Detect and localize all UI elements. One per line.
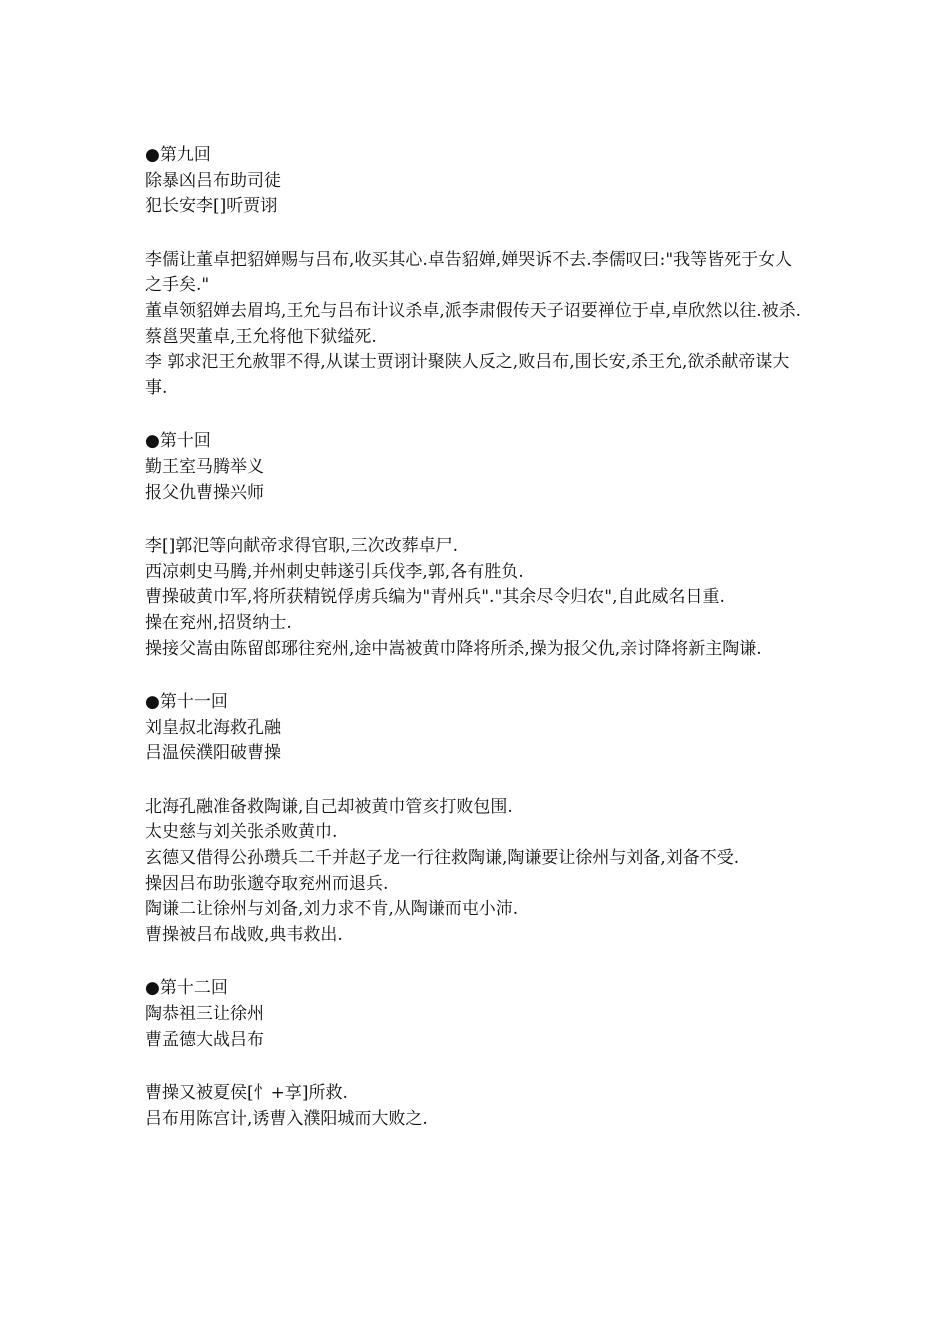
paragraph: 太史慈与刘关张杀败黄巾.: [145, 822, 338, 843]
spacer: [145, 1053, 805, 1081]
spacer: [145, 401, 805, 429]
paragraph: 北海孔融准备救陶谦,自己却被黄巾管亥打败包围.: [145, 796, 513, 817]
chapter-title-line-1: 勤王室马腾举义: [145, 456, 264, 477]
chapter-title-line-1: 刘皇叔北海救孔融: [145, 717, 281, 738]
paragraph: 曹操又被夏侯[忄+享]所救.: [145, 1083, 348, 1104]
paragraph: 吕布用陈宫计,诱曹入濮阳城而大败之.: [145, 1108, 428, 1129]
chapter-12: [145, 976, 805, 1132]
spacer: [145, 767, 805, 795]
chapter-10: [145, 429, 805, 662]
paragraph: 操接父嵩由陈留郎琊往兖州,途中嵩被黄巾降将所杀,操为报父仇,亲讨降将新主陶谦.: [145, 638, 762, 659]
paragraph: 玄德又借得公孙瓒兵二千并赵子龙一行往救陶谦,陶谦要让徐州与刘备,刘备不受.: [145, 848, 740, 869]
spacer: [145, 948, 805, 976]
chapter-title-line-2: 报父仇曹操兴师: [145, 482, 264, 503]
paragraph: 陶谦二让徐州与刘备,刘力求不肯,从陶谦而屯小沛.: [145, 899, 519, 920]
paragraph: 李儒让董卓把貂婵赐与吕布,收买其心.卓告貂婵,婵哭诉不去.李儒叹曰:"我等皆死于女人之手矣.": [145, 249, 793, 296]
chapter-title-line-2: 犯长安李[]听贾诩: [145, 196, 278, 217]
spacer: [145, 506, 805, 534]
spacer: [145, 662, 805, 690]
paragraph: 李 郭求汜王允赦罪不得,从谋士贾诩计聚陕人反之,败吕布,围长安,杀王允,欲杀献帝谋大事.: [145, 352, 790, 398]
paragraph: 李[]郭汜等向献帝求得官职,三次改葬卓尸.: [145, 536, 459, 557]
chapter-title-line-2: 吕温侯濮阳破曹操: [145, 743, 281, 764]
chapter-number: ●第十一回: [145, 692, 228, 713]
paragraph: 董卓领貂婵去眉坞,王允与吕布计议杀卓,派李肃假传天子诏要禅位于卓,卓欣然以往.被杀.: [145, 300, 802, 321]
paragraph: 曹操破黄巾军,将所获精锐俘虏兵编为"青州兵"."其余尽令归农",自此威名日重.: [145, 587, 725, 608]
chapter-number: ●第十回: [145, 431, 211, 452]
paragraph: 操在兖州,招贤纳士.: [145, 612, 292, 633]
paragraph: 曹操被吕布战败,典韦救出.: [145, 924, 343, 945]
chapter-number: ●第九回: [145, 145, 211, 165]
chapter-title-line-1: 除暴凶吕布助司徒: [145, 170, 281, 191]
spacer: [145, 220, 805, 248]
document-body: [145, 143, 805, 1132]
paragraph: 西凉刺史马腾,并州刺史韩遂引兵伐李,郭,各有胜负.: [145, 561, 524, 582]
chapter-11: [145, 690, 805, 948]
chapter-9: [145, 143, 805, 401]
paragraph: 蔡邕哭董卓,王允将他下狱缢死.: [145, 326, 377, 347]
chapter-title-line-1: 陶恭祖三让徐州: [145, 1004, 264, 1025]
chapter-title-line-2: 曹孟德大战吕布: [145, 1029, 264, 1050]
chapter-number: ●第十二回: [145, 978, 228, 999]
paragraph: 操因吕布助张邈夺取兖州而退兵.: [145, 873, 389, 894]
